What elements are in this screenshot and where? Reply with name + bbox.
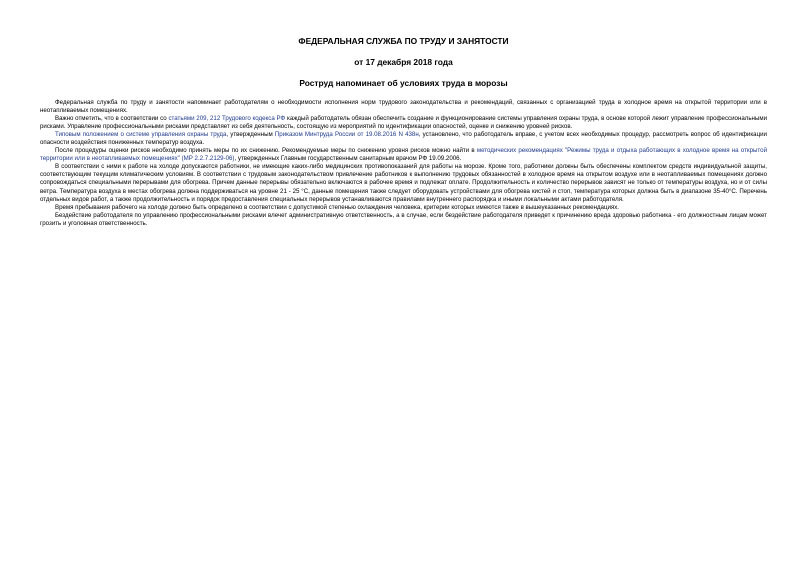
document-title: Роструд напоминает об условиях труда в морозы xyxy=(299,78,508,88)
paragraph-4 xyxy=(40,147,767,163)
labor-code-articles-link[interactable]: статьями 209, 212 Трудового кодекса РФ xyxy=(168,115,286,123)
paragraph-3 xyxy=(40,131,767,147)
paragraph-3-text-end: , установлено, что работодатель вправе, с учетом всех необходимых процедур, рассмотреть вопрос об идентификации опасности воздействия пониженных температур воздуха. xyxy=(40,131,767,147)
methodical-recommendations-link[interactable]: методических рекомендациях "Режимы труда и отдыха работающих в холодное время на открытой территории или в неотапливаемых помещениях" (МР 2.2.7.2129-06) xyxy=(40,147,768,163)
paragraph-3-text-mid: , утвержденным xyxy=(226,131,275,139)
document-page xyxy=(40,36,767,228)
document-date: от 17 декабря 2018 года xyxy=(354,57,453,67)
paragraph-4-text-start: После процедуры оценки рисков необходимо принять меры по их снижению. Рекомендуемые меры по снижению уровня рисков можно найти в xyxy=(55,147,477,155)
paragraph-2-text-end: каждый работодатель обязан обеспечить создание и функционирование системы управления охраны труда, в основе которой лежит управление профессиональными рисками. Управление профессиональными рисками представляет из себя деятельность, состоящую из мероприятий по идентификации опасностей, оценке и снижению уровней рисков. xyxy=(40,115,767,131)
paragraph-2-text-start: Важно отметить, что в соответствии со xyxy=(55,115,169,123)
paragraph-7: Бездействие работодателя по управлению профессиональными рисками влечет административную ответственность, а в случае, если бездействие работодателя приведет к причинению вреда здоровью работника - его должностным лицам может грозить и уголовная ответственность. xyxy=(40,211,767,227)
organization-heading: ФЕДЕРАЛЬНАЯ СЛУЖБА ПО ТРУДУ И ЗАНЯТОСТИ xyxy=(298,36,509,46)
paragraph-5: В соответствии с ними к работе на холоде допускаются работники, не имеющие каких-либо медицинских противопоказаний для работы на морозе. Кроме того, работники должны быть обеспечены комплектом средств индивидуальной защиты, соответствующим текущим климатическим условиям. В соответствии с трудовым законодательством привлечение работников к выполнению трудовых обязанностей в холодное время на открытом воздухе или в неотапливаемых помещениях должно сопровождаться специальными перерывами для обогрева. Причем данные перерывы обязательно включаются в рабочее время и подлежат оплате. Продолжительность и количество перерывов зависят не только от температуры воздуха, но и от силы ветра. Температура воздуха в местах обогрева должна поддерживаться на уровне 21 - 25 °C, данные помещения также следует оборудовать устройствами для обогрева кистей и стоп, температура которых должна быть в диапазоне 35-40°C. Перечень отдельных видов работ, а также продолжительность и порядок предоставления специальных перерывов устанавливаются правилами внутреннего распорядка и иными локальными актами работодателя. xyxy=(40,163,767,203)
paragraph-1: Федеральная служба по труду и занятости напоминает работодателям о необходимости исполнения норм трудового законодательства и рекомендаций, связанных с организацией труда в холодное время на открытой территории или в неотапливаемых помещениях. xyxy=(40,99,767,115)
paragraph-6: Время пребывания рабочего на холоде должно быть определено в соответствии с допустимой степенью охлаждения человека, критерии которых имеются также в вышеуказанных рекомендациях. xyxy=(55,203,620,211)
paragraph-4-text-end: , утвержденных Главным государственным санитарным врачом РФ 19.09.2006. xyxy=(234,155,462,163)
standard-regulation-link[interactable]: Типовым положением о системе управления охраны труда xyxy=(55,131,227,139)
paragraph-2 xyxy=(40,115,767,131)
mintrud-order-link[interactable]: Приказом Минтруда России от 19.08.2016 N 438н xyxy=(274,131,419,139)
